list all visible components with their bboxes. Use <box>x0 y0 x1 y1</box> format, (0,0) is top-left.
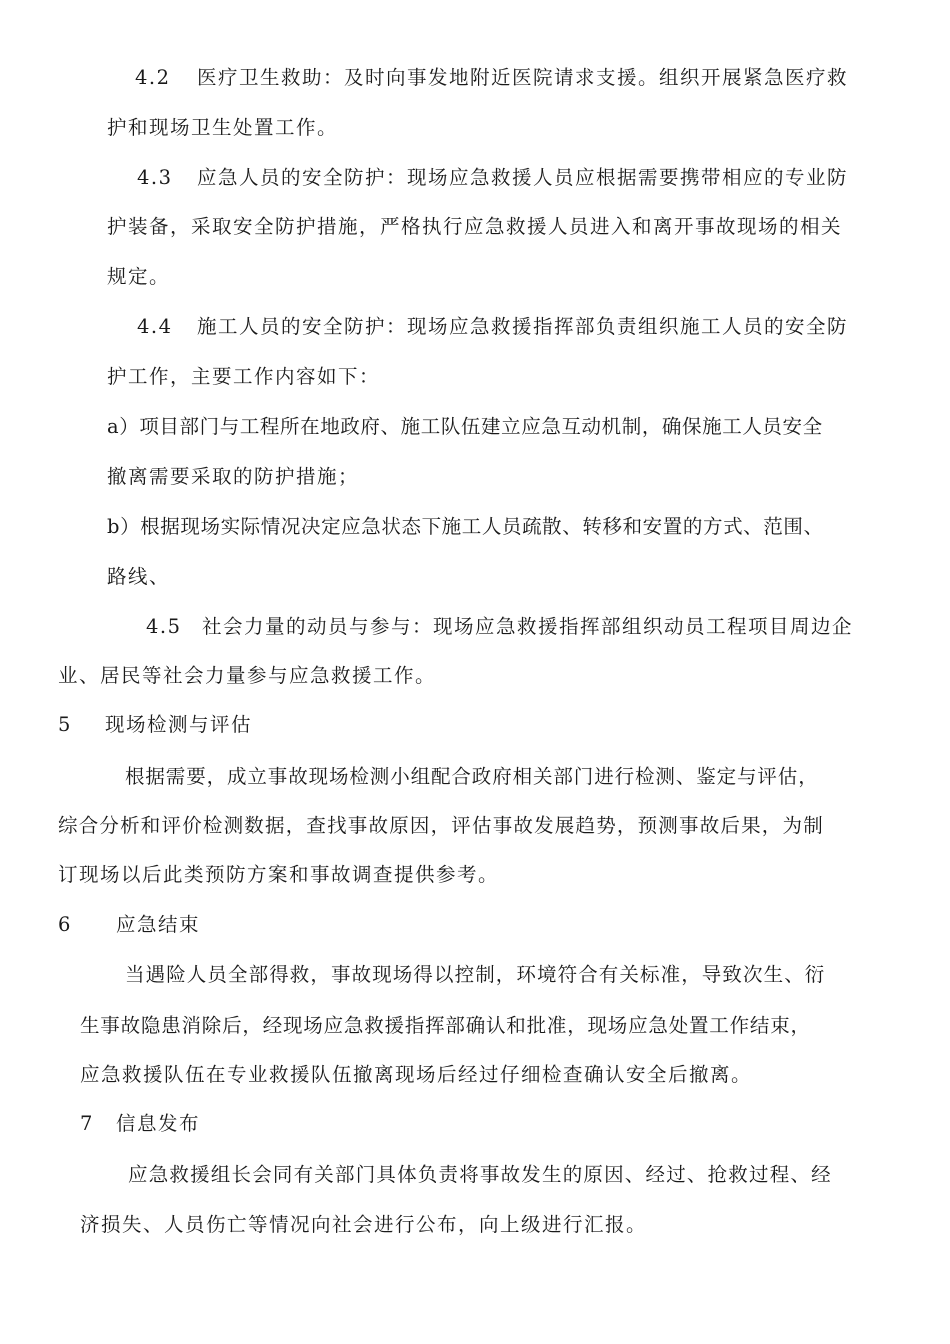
section-5-heading <box>58 712 252 738</box>
section-6-line-3: 应急救援队伍在专业救援队伍撤离现场后经过仔细检查确认安全后撤离。 <box>80 1063 753 1086</box>
section-4-2-line-2: 护和现场卫生处置工作。 <box>107 116 339 139</box>
section-title: 应急结束 <box>116 913 201 936</box>
section-4-2-line-1 <box>135 65 892 91</box>
section-4-3-line-1 <box>137 165 848 191</box>
section-5-line-3: 订现场以后此类预防方案和事故调查提供参考。 <box>58 863 500 886</box>
item-b-line-2: 路线、 <box>107 565 171 588</box>
paragraph-text: 社会力量的动员与参与：现场应急救援指挥部组织动员工程项目周边企 <box>202 615 854 638</box>
section-number: 7 <box>80 1112 94 1135</box>
section-number: 4.3 <box>137 166 173 189</box>
section-number: 5 <box>58 713 72 736</box>
section-4-5-line-2: 业、居民等社会力量参与应急救援工作。 <box>58 664 437 687</box>
section-7-line-1: 应急救援组长会同有关部门具体负责将事故发生的原因、经过、抢救过程、经 <box>128 1163 832 1186</box>
section-4-4-line-2: 护工作，主要工作内容如下： <box>107 365 381 388</box>
section-5-line-2: 综合分析和评价检测数据，查找事故原因，评估事故发展趋势，预测事故后果，为制 <box>58 814 824 837</box>
paragraph-text: 施工人员的安全防护：现场应急救援指挥部负责组织施工人员的安全防 <box>197 315 849 338</box>
section-number: 4.2 <box>135 66 171 89</box>
paragraph-text: 应急人员的安全防护：现场应急救援人员应根据需要携带相应的专业防 <box>197 166 849 189</box>
paragraph-text: 医疗卫生救助：及时向事发地附近医院请求支援。组织开展紧急医疗救 <box>197 66 849 89</box>
section-number: 4.5 <box>146 615 182 638</box>
section-number: 6 <box>58 913 72 936</box>
section-6-line-1: 当遇险人员全部得救，事故现场得以控制，环境符合有关标准，导致次生、衍 <box>125 963 826 986</box>
item-b-line-1: b）根据现场实际情况决定应急状态下施工人员疏散、转移和安置的方式、范围、 <box>107 515 824 538</box>
item-a-line-1: a）项目部门与工程所在地政府、施工队伍建立应急互动机制，确保施工人员安全 <box>107 415 823 438</box>
section-title: 信息发布 <box>116 1112 201 1135</box>
item-a-line-2: 撤离需要采取的防护措施； <box>107 465 360 488</box>
section-4-3-line-3: 规定。 <box>107 265 171 288</box>
section-6-heading <box>58 912 200 938</box>
section-4-3-line-2: 护装备，采取安全防护措施，严格执行应急救援人员进入和离开事故现场的相关 <box>107 215 843 238</box>
section-title: 现场检测与评估 <box>105 713 253 736</box>
section-5-line-1: 根据需要，成立事故现场检测小组配合政府相关部门进行检测、鉴定与评估， <box>125 765 819 788</box>
section-number: 4.4 <box>137 315 173 338</box>
section-4-4-line-1 <box>137 314 848 340</box>
section-4-5-line-1 <box>146 614 853 640</box>
section-7-heading <box>80 1111 200 1137</box>
section-7-line-2: 济损失、人员伤亡等情况向社会进行公布，向上级进行汇报。 <box>80 1213 648 1236</box>
section-6-line-2: 生事故隐患消除后，经现场应急救援指挥部确认和批准，现场应急处置工作结束， <box>80 1014 811 1037</box>
